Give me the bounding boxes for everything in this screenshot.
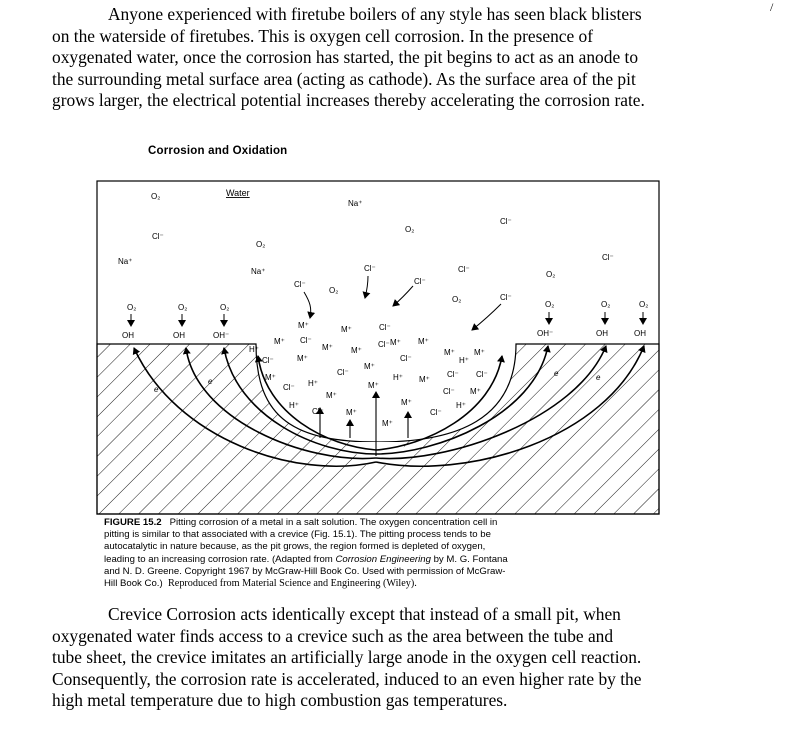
book-title: Corrosion Engineering <box>335 553 431 565</box>
chloride-ion: Cl⁻ <box>312 407 324 416</box>
chloride-ion: Cl⁻ <box>294 280 306 289</box>
caption-line <box>104 554 664 566</box>
chloride-ion: Cl⁻ <box>430 408 442 417</box>
chloride-ion: Cl⁻ <box>364 264 376 273</box>
chloride-ion: Cl⁻ <box>443 387 455 396</box>
paragraph-line: grows larger, the electrical potential increases thereby accelerating the corrosion rate. <box>52 90 645 111</box>
reproduction-note: Reproduced from Material Science and Engineering (Wiley). <box>168 578 417 590</box>
chloride-ion: Cl⁻ <box>337 368 349 377</box>
chloride-ion: Cl⁻ <box>283 383 295 392</box>
oxygen-molecule: O₂ <box>178 303 188 312</box>
chloride-ion: Cl⁻ <box>378 340 390 349</box>
cathode-reactions <box>122 300 648 340</box>
metal-ion: M⁺ <box>401 398 412 407</box>
paragraph-line: on the waterside of firetubes. This is oxygen cell corrosion. In the presence of <box>52 25 594 46</box>
chloride-ion: Cl⁻ <box>500 293 512 302</box>
hydrogen-ion: H⁺ <box>249 345 259 354</box>
pitting-corrosion-diagram <box>96 180 660 516</box>
caption-line: and N. D. Greene. Copyright 1967 by McGraw-Hill Book Co. Used with permission of McGraw- <box>104 565 506 577</box>
metal-ion: M⁺ <box>444 348 455 357</box>
oxygen-molecule: O₂ <box>639 300 649 309</box>
oxygen-molecule: O₂ <box>405 225 415 234</box>
chloride-ion: Cl⁻ <box>262 356 274 365</box>
metal-ion: M⁺ <box>326 391 337 400</box>
paragraph-line: high metal temperature due to high combustion gas temperatures. <box>52 690 508 711</box>
sodium-ion: Na⁺ <box>251 267 266 276</box>
sodium-ion: Na⁺ <box>118 257 133 266</box>
caption-line: autocatalytic in nature because, as the pit grows, the region formed is depleted of oxygen, <box>104 541 486 553</box>
metal-ion: M⁺ <box>418 337 429 346</box>
page-corner-mark: / <box>770 0 774 14</box>
metal-ion: M⁺ <box>351 346 362 355</box>
metal-ion: M⁺ <box>265 373 276 382</box>
electron: e <box>554 369 559 378</box>
chloride-ion: Cl⁻ <box>300 336 312 345</box>
figure-title: Corrosion and Oxidation <box>148 145 288 157</box>
chloride-ion: Cl⁻ <box>500 217 512 226</box>
chloride-migration-arrows <box>304 276 501 330</box>
chloride-ion: Cl⁻ <box>458 265 470 274</box>
hydroxide-ion: OH <box>122 331 134 340</box>
oxygen-molecule: O₂ <box>545 300 555 309</box>
hydrogen-ion: H⁺ <box>393 373 403 382</box>
chloride-ion: Cl⁻ <box>414 277 426 286</box>
hydroxide-ion: OH <box>173 331 185 340</box>
hydroxide-ion: OH <box>634 329 646 338</box>
caption-text: Pitting corrosion of a metal in a salt solution. The oxygen concentration cell in <box>169 517 498 528</box>
chloride-ion: Cl⁻ <box>602 253 614 262</box>
paragraph-line: Crevice Corrosion acts identically except that instead of a small pit, when <box>108 604 621 624</box>
metal-ion: M⁺ <box>364 362 375 371</box>
oxygen-molecule: O₂ <box>220 303 230 312</box>
paragraph-line: Consequently, the corrosion rate is accelerated, induced to an even higher rate by the <box>52 668 642 689</box>
metal-ion: M⁺ <box>297 354 308 363</box>
oxygen-molecule: O₂ <box>601 300 611 309</box>
hydroxide-ion: OH <box>596 329 608 338</box>
metal-ion: M⁺ <box>341 325 352 334</box>
paragraph-line: Anyone experienced with firetube boilers of any style has seen black blisters <box>108 4 642 24</box>
metal-ion: M⁺ <box>390 338 401 347</box>
metal-ion: M⁺ <box>274 337 285 346</box>
paragraph-line: oxygenated water, once the corrosion has started, the pit begins to act as an anode to <box>52 47 639 68</box>
dissolved-ions <box>118 192 614 304</box>
caption-text: leading to an increasing corrosion rate. (Adapted from <box>104 553 336 565</box>
oxygen-molecule: O₂ <box>546 270 556 279</box>
hydroxide-ion: OH⁻ <box>537 329 554 338</box>
paragraph-line: the surrounding metal surface area (acting as cathode). As the surface area of the pit <box>52 68 636 89</box>
metal-ion: M⁺ <box>322 343 333 352</box>
figure-caption <box>104 517 664 590</box>
chloride-ion: Cl⁻ <box>476 370 488 379</box>
oxygen-molecule: O₂ <box>452 295 462 304</box>
caption-line: pitting is similar to that associated with a crevice (Fig. 15.1). The pitting process tends to be <box>104 529 491 541</box>
paragraph-line: tube sheet, the crevice imitates an artificially large anode in the oxygen cell reaction. <box>52 647 642 668</box>
hydrogen-ion: H⁺ <box>459 356 469 365</box>
electron: e <box>208 377 213 386</box>
metal-ion: M⁺ <box>474 348 485 357</box>
oxygen-molecule: O₂ <box>127 303 137 312</box>
metal-ion: M⁺ <box>419 375 430 384</box>
chloride-ion: Cl⁻ <box>379 323 391 332</box>
metal-ion: M⁺ <box>470 387 481 396</box>
electron: e <box>596 373 601 382</box>
oxygen-molecule: O₂ <box>256 240 266 249</box>
hydrogen-ion: H⁺ <box>289 401 299 410</box>
hydrogen-ion: H⁺ <box>456 401 466 410</box>
metal-ion: M⁺ <box>368 381 379 390</box>
electron: e <box>154 385 159 394</box>
oxygen-molecule: O₂ <box>151 192 161 201</box>
caption-text: Hill Book Co.) <box>104 578 163 590</box>
metal-body <box>97 344 659 514</box>
metal-ion: M⁺ <box>346 408 357 417</box>
metal-ion: M⁺ <box>298 321 309 330</box>
hydroxide-ion: OH⁻ <box>213 331 230 340</box>
figure-label: FIGURE 15.2 <box>104 517 162 528</box>
crevice-corrosion-paragraph <box>52 604 760 712</box>
chloride-ion: Cl⁻ <box>400 354 412 363</box>
pit-ions <box>249 321 488 428</box>
intro-paragraph <box>52 4 760 112</box>
caption-text: by M. G. Fontana <box>430 553 508 565</box>
hydrogen-ion: H⁺ <box>308 379 318 388</box>
metal-ion: M⁺ <box>382 419 393 428</box>
chloride-ion: Cl⁻ <box>152 232 164 241</box>
oxygen-molecule: O₂ <box>329 286 339 295</box>
caption-line <box>104 578 664 590</box>
caption-line <box>104 517 664 529</box>
sodium-ion: Na⁺ <box>348 199 363 208</box>
paragraph-line: oxygenated water finds access to a crevice such as the area between the tube and <box>52 625 614 646</box>
chloride-ion: Cl⁻ <box>447 370 459 379</box>
water-label: Water <box>226 188 250 198</box>
